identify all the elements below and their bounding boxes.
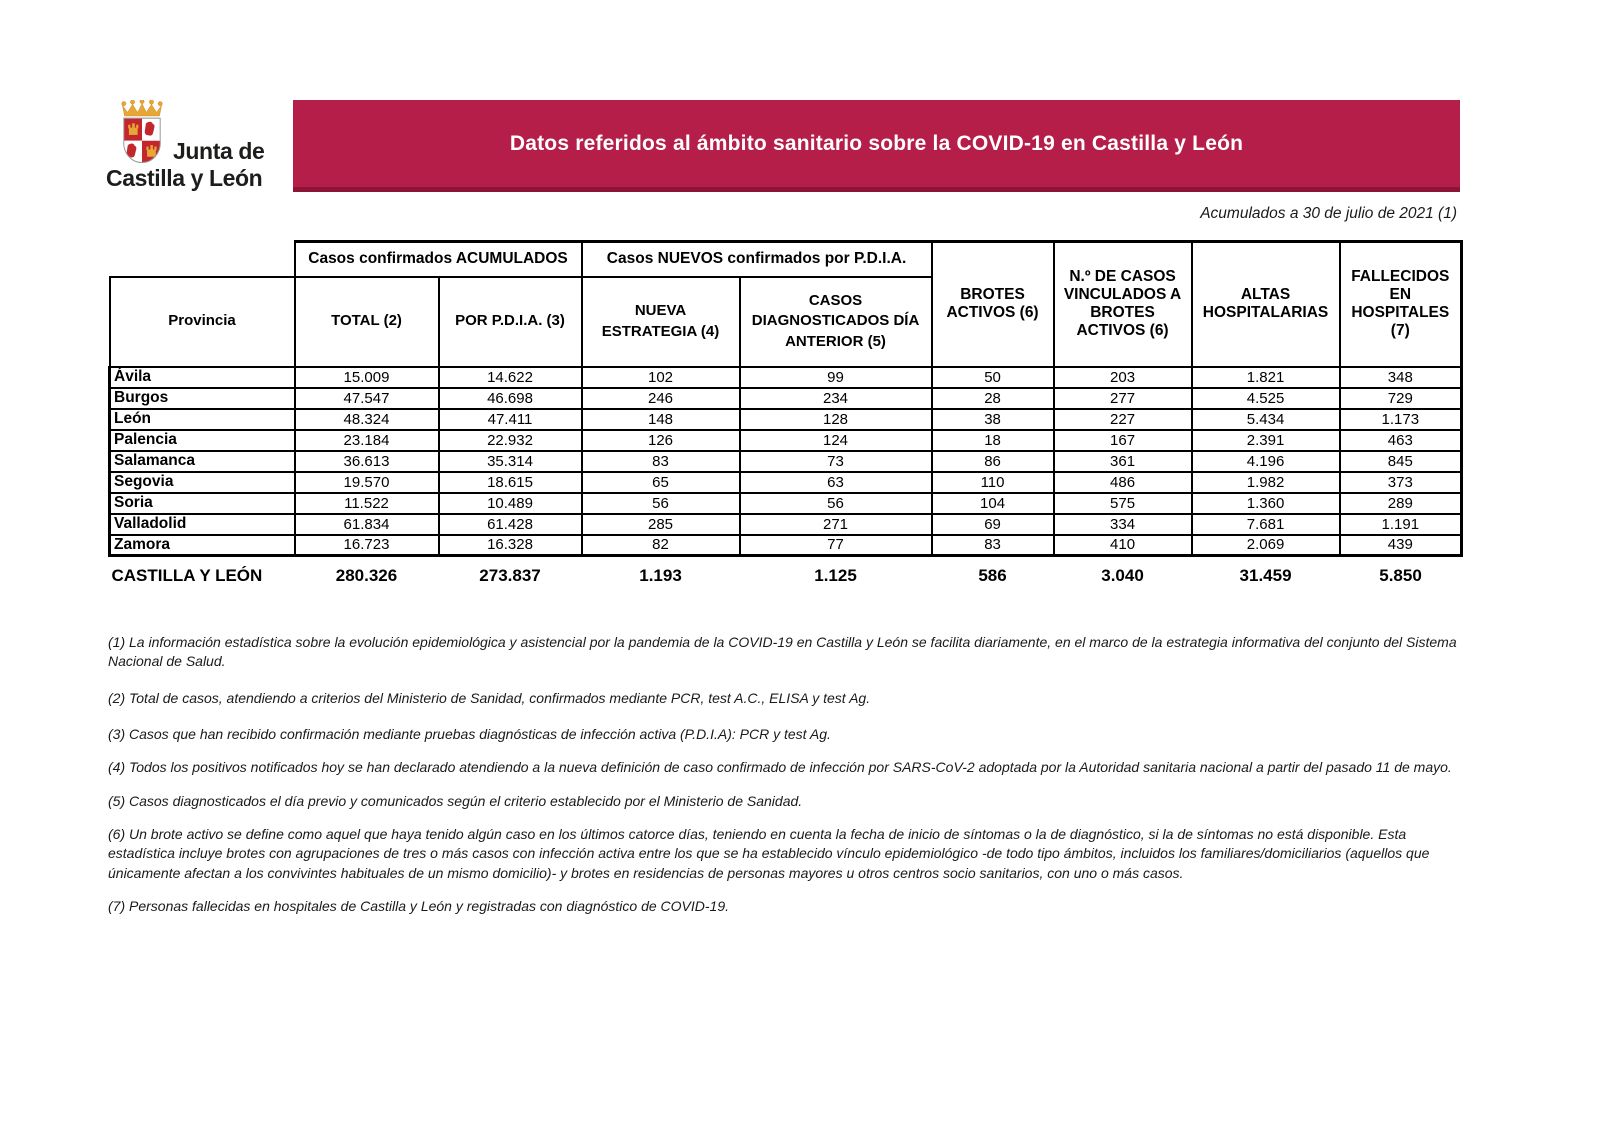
footnote-5: (5) Casos diagnosticados el día previo y comunicados según el criterio establecido por el Ministerio de Sanidad. bbox=[108, 792, 803, 809]
value-cell: 11.522 bbox=[295, 493, 439, 514]
value-cell: 46.698 bbox=[439, 388, 582, 409]
value-cell: 38 bbox=[932, 409, 1054, 430]
province-cell: Soria bbox=[110, 493, 295, 514]
value-cell: 124 bbox=[740, 430, 932, 451]
col-header-total: TOTAL (2) bbox=[295, 277, 439, 367]
table-row bbox=[110, 514, 1462, 535]
table-row bbox=[110, 493, 1462, 514]
value-cell: 1.821 bbox=[1192, 367, 1340, 388]
footnote-6: (6) Un brote activo se define como aquel que haya tenido algún caso en los últimos catorce días, teniendo en cuenta la fecha de inicio de síntomas o la de diagnóstico, si la de síntomas no está disponible. Esta estadística incluye brotes con agrupaciones de tres o más casos con infección activa entre los que se ha establecido vínculo epidemiológico -de todo tipo ámbitos, incluidos los familiares/domiciliarios (aquellos que únicamente afectan a los convivintes habituales de un mismo domicilio)- y brotes en residencias de personas mayores u otros centros socio sanitarios, con uno o más casos. bbox=[108, 825, 1430, 881]
value-cell: 285 bbox=[582, 514, 740, 535]
value-cell: 1.191 bbox=[1340, 514, 1462, 535]
value-cell: 104 bbox=[932, 493, 1054, 514]
value-cell: 4.525 bbox=[1192, 388, 1340, 409]
province-cell: León bbox=[110, 409, 295, 430]
covid-data-table bbox=[108, 240, 1463, 586]
value-cell: 128 bbox=[740, 409, 932, 430]
table-row bbox=[110, 430, 1462, 451]
value-cell: 361 bbox=[1054, 451, 1192, 472]
col-header-fallecidos: FALLECIDOS EN HOSPITALES (7) bbox=[1340, 242, 1462, 367]
totals-value: 273.837 bbox=[479, 566, 541, 585]
logo-text-line1: Junta de bbox=[173, 138, 265, 164]
dateline: Acumulados a 30 de julio de 2021 (1) bbox=[1200, 205, 1457, 222]
value-cell: 334 bbox=[1054, 514, 1192, 535]
totals-value: 1.193 bbox=[639, 566, 682, 585]
value-cell: 439 bbox=[1340, 535, 1462, 556]
group-header-accumulated: Casos confirmados ACUMULADOS bbox=[295, 242, 582, 277]
value-cell: 7.681 bbox=[1192, 514, 1340, 535]
value-cell: 246 bbox=[582, 388, 740, 409]
value-cell: 28 bbox=[932, 388, 1054, 409]
value-cell: 16.328 bbox=[439, 535, 582, 556]
covid-table-wrap bbox=[108, 240, 1460, 586]
page-title: Datos referidos al ámbito sanitario sobre la COVID-19 en Castilla y León bbox=[509, 131, 1244, 155]
value-cell: 22.932 bbox=[439, 430, 582, 451]
table-row bbox=[110, 409, 1462, 430]
junta-logo bbox=[106, 100, 306, 190]
footnote-2: (2) Total de casos, atendiendo a criterios del Ministerio de Sanidad, confirmados mediante PCR, test A.C., ELISA y test Ag. bbox=[108, 689, 871, 706]
totals-value: 1.125 bbox=[814, 566, 857, 585]
value-cell: 23.184 bbox=[295, 430, 439, 451]
value-cell: 289 bbox=[1340, 493, 1462, 514]
value-cell: 36.613 bbox=[295, 451, 439, 472]
value-cell: 729 bbox=[1340, 388, 1462, 409]
value-cell: 10.489 bbox=[439, 493, 582, 514]
value-cell: 18 bbox=[932, 430, 1054, 451]
province-cell: Salamanca bbox=[110, 451, 295, 472]
totals-label: CASTILLA Y LEÓN bbox=[111, 566, 263, 585]
value-cell: 82 bbox=[582, 535, 740, 556]
value-cell: 1.360 bbox=[1192, 493, 1340, 514]
province-cell: Valladolid bbox=[110, 514, 295, 535]
province-cell: Ávila bbox=[110, 367, 295, 388]
value-cell: 19.570 bbox=[295, 472, 439, 493]
footnotes bbox=[108, 633, 1460, 930]
value-cell: 167 bbox=[1054, 430, 1192, 451]
table-row bbox=[110, 472, 1462, 493]
corner-cell bbox=[110, 242, 295, 277]
value-cell: 1.982 bbox=[1192, 472, 1340, 493]
value-cell: 110 bbox=[932, 472, 1054, 493]
value-cell: 63 bbox=[740, 472, 932, 493]
logo-text-line2: Castilla y León bbox=[106, 165, 263, 191]
table-body bbox=[110, 367, 1462, 556]
table-row bbox=[110, 451, 1462, 472]
value-cell: 18.615 bbox=[439, 472, 582, 493]
col-header-diagnosticados: CASOS DIAGNOSTICADOS DÍA ANTERIOR (5) bbox=[740, 277, 932, 367]
col-header-nueva-estrategia: NUEVA ESTRATEGIA (4) bbox=[582, 277, 740, 367]
table-row bbox=[110, 388, 1462, 409]
value-cell: 148 bbox=[582, 409, 740, 430]
value-cell: 69 bbox=[932, 514, 1054, 535]
value-cell: 47.547 bbox=[295, 388, 439, 409]
group-header-new-pdia: Casos NUEVOS confirmados por P.D.I.A. bbox=[582, 242, 932, 277]
province-cell: Burgos bbox=[110, 388, 295, 409]
value-cell: 83 bbox=[932, 535, 1054, 556]
value-cell: 845 bbox=[1340, 451, 1462, 472]
table-row bbox=[110, 535, 1462, 556]
footnote-1: (1) La información estadística sobre la evolución epidemiológica y asistencial por la pandemia de la COVID-19 en Castilla y León se facilita diariamente, en el marco de la estrategia informativa del conjunto del Sistema Nacional de Salud. bbox=[108, 634, 1457, 670]
province-cell: Segovia bbox=[110, 472, 295, 493]
value-cell: 16.723 bbox=[295, 535, 439, 556]
footnote-4: (4) Todos los positivos notificados hoy se han declarado atendiendo a la nueva definición de caso confirmado de infección por SARS-CoV-2 adoptada por la Autoridad sanitaria nacional a partir del pasado 11 de mayo. bbox=[108, 759, 1452, 776]
castilla-leon-coat-of-arms-icon bbox=[118, 100, 166, 164]
value-cell: 203 bbox=[1054, 367, 1192, 388]
col-header-por-pdia: POR P.D.I.A. (3) bbox=[439, 277, 582, 367]
value-cell: 56 bbox=[740, 493, 932, 514]
value-cell: 73 bbox=[740, 451, 932, 472]
value-cell: 65 bbox=[582, 472, 740, 493]
value-cell: 50 bbox=[932, 367, 1054, 388]
value-cell: 61.834 bbox=[295, 514, 439, 535]
totals-value: 31.459 bbox=[1239, 566, 1292, 585]
value-cell: 271 bbox=[740, 514, 932, 535]
value-cell: 410 bbox=[1054, 535, 1192, 556]
value-cell: 35.314 bbox=[439, 451, 582, 472]
value-cell: 2.391 bbox=[1192, 430, 1340, 451]
value-cell: 61.428 bbox=[439, 514, 582, 535]
value-cell: 463 bbox=[1340, 430, 1462, 451]
value-cell: 227 bbox=[1054, 409, 1192, 430]
value-cell: 277 bbox=[1054, 388, 1192, 409]
value-cell: 4.196 bbox=[1192, 451, 1340, 472]
footnote-7: (7) Personas fallecidas en hospitales de Castilla y León y registradas con diagnóstico de COVID-19. bbox=[108, 897, 729, 914]
value-cell: 83 bbox=[582, 451, 740, 472]
group-header-row bbox=[110, 242, 1462, 277]
value-cell: 348 bbox=[1340, 367, 1462, 388]
value-cell: 56 bbox=[582, 493, 740, 514]
value-cell: 99 bbox=[740, 367, 932, 388]
col-header-brotes-activos: BROTES ACTIVOS (6) bbox=[932, 242, 1054, 367]
value-cell: 5.434 bbox=[1192, 409, 1340, 430]
title-banner bbox=[293, 100, 1460, 192]
value-cell: 102 bbox=[582, 367, 740, 388]
value-cell: 575 bbox=[1054, 493, 1192, 514]
totals-value: 280.326 bbox=[335, 566, 398, 585]
value-cell: 86 bbox=[932, 451, 1054, 472]
totals-value: 5.850 bbox=[1379, 566, 1422, 585]
totals-row bbox=[110, 556, 1462, 587]
value-cell: 48.324 bbox=[295, 409, 439, 430]
col-header-provincia: Provincia bbox=[110, 277, 295, 367]
value-cell: 486 bbox=[1054, 472, 1192, 493]
footnote-3: (3) Casos que han recibido confirmación mediante pruebas diagnósticas de infección activa (P.D.I.A): PCR y test Ag. bbox=[108, 725, 831, 742]
totals-value: 3.040 bbox=[1101, 566, 1144, 585]
col-header-altas: ALTAS HOSPITALARIAS bbox=[1192, 242, 1340, 367]
totals-value: 586 bbox=[978, 566, 1007, 585]
col-header-casos-vinculados: N.º DE CASOS VINCULADOS A BROTES ACTIVOS (6) bbox=[1054, 242, 1192, 367]
province-cell: Palencia bbox=[110, 430, 295, 451]
value-cell: 1.173 bbox=[1340, 409, 1462, 430]
value-cell: 373 bbox=[1340, 472, 1462, 493]
value-cell: 77 bbox=[740, 535, 932, 556]
table-row bbox=[110, 367, 1462, 388]
value-cell: 234 bbox=[740, 388, 932, 409]
value-cell: 15.009 bbox=[295, 367, 439, 388]
value-cell: 126 bbox=[582, 430, 740, 451]
value-cell: 14.622 bbox=[439, 367, 582, 388]
province-cell: Zamora bbox=[110, 535, 295, 556]
value-cell: 2.069 bbox=[1192, 535, 1340, 556]
value-cell: 47.411 bbox=[439, 409, 582, 430]
